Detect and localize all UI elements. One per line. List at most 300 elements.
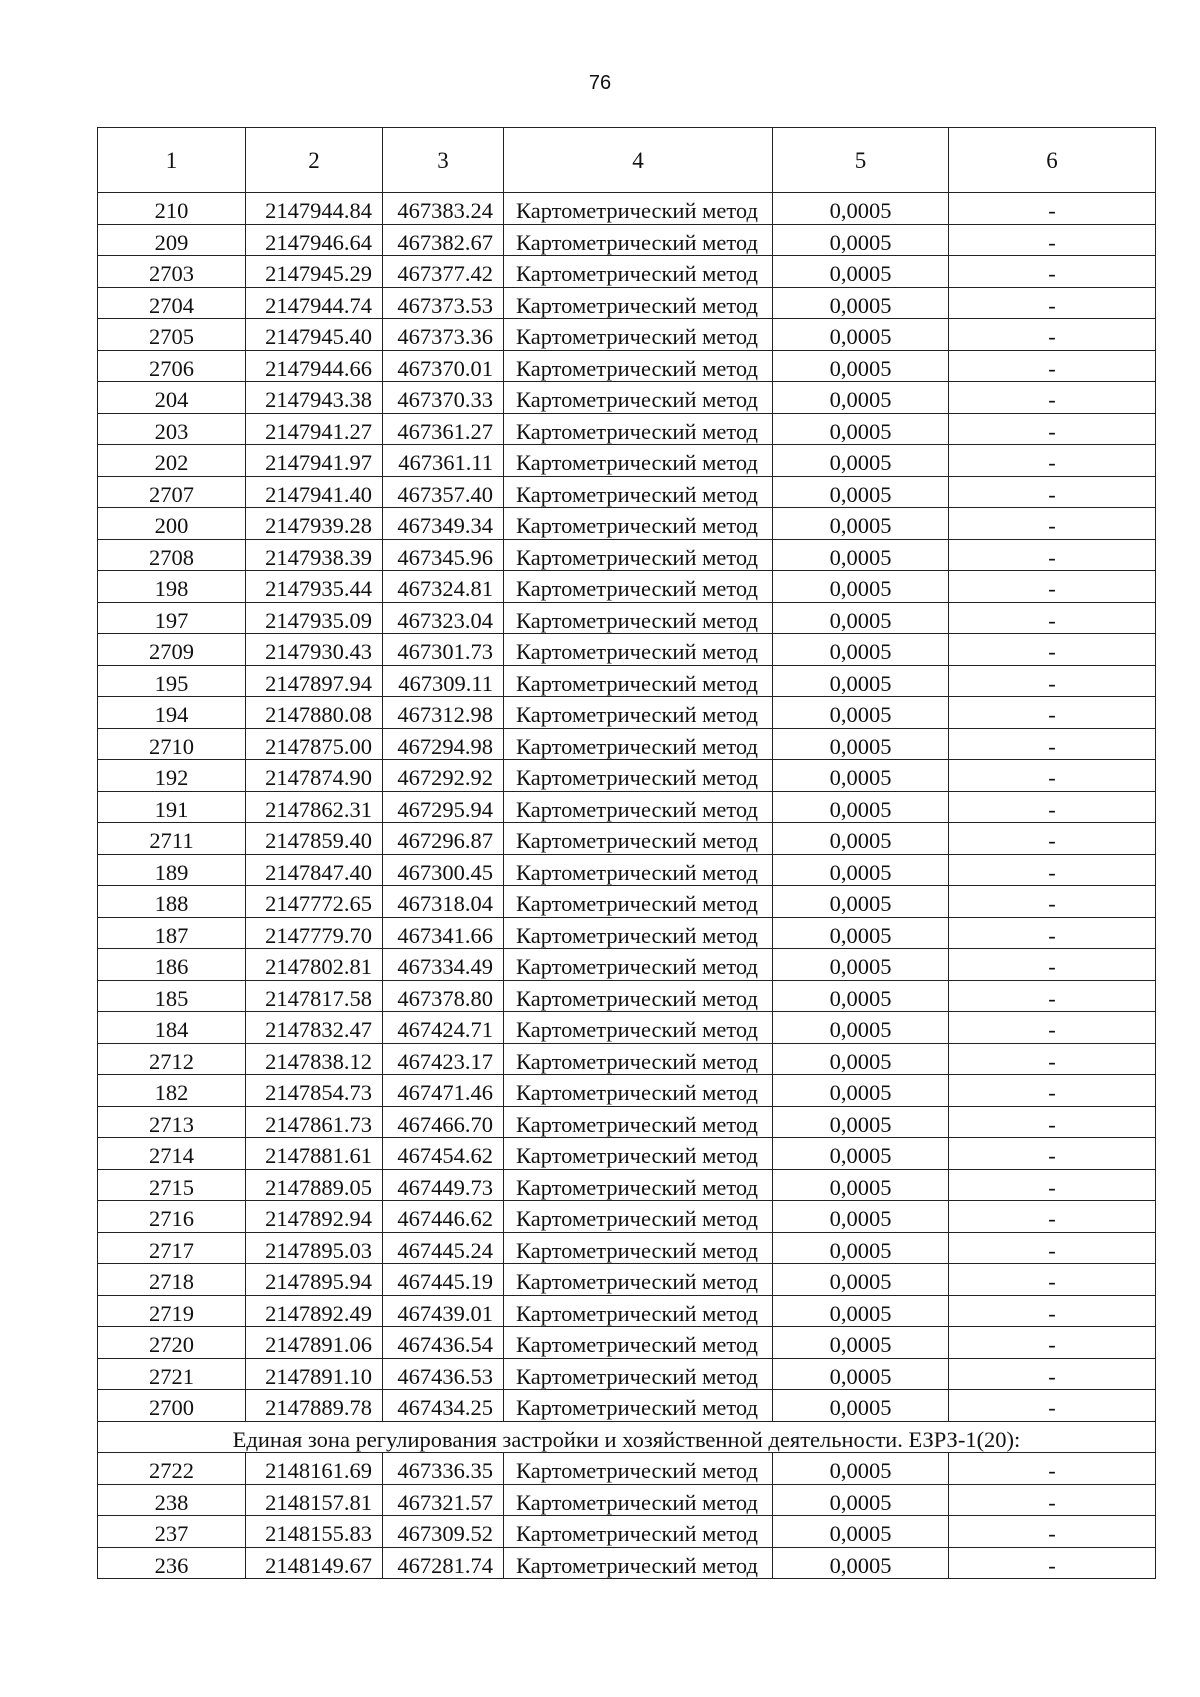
header-col-4: 4 bbox=[504, 128, 773, 193]
cell-col-5: 0,0005 bbox=[773, 256, 949, 288]
cell-col-5: 0,0005 bbox=[773, 1106, 949, 1138]
cell-col-5: 0,0005 bbox=[773, 350, 949, 382]
cell-col-3: 467434.25 bbox=[383, 1390, 504, 1422]
cell-col-2: 2147944.84 bbox=[246, 193, 383, 225]
cell-col-4: Картометрический метод bbox=[504, 791, 773, 823]
cell-col-6: - bbox=[949, 980, 1156, 1012]
cell-col-1: 187 bbox=[98, 917, 246, 949]
cell-col-1: 2712 bbox=[98, 1043, 246, 1075]
cell-col-2: 2147880.08 bbox=[246, 697, 383, 729]
cell-col-6: - bbox=[949, 1295, 1156, 1327]
cell-col-2: 2147943.38 bbox=[246, 382, 383, 414]
cell-col-6: - bbox=[949, 760, 1156, 792]
cell-col-4: Картометрический метод bbox=[504, 1043, 773, 1075]
cell-col-4: Картометрический метод bbox=[504, 1012, 773, 1044]
cell-col-6: - bbox=[949, 445, 1156, 477]
cell-col-1: 2707 bbox=[98, 476, 246, 508]
table-row bbox=[98, 1516, 1156, 1548]
cell-col-3: 467324.81 bbox=[383, 571, 504, 603]
header-col-5: 5 bbox=[773, 128, 949, 193]
cell-col-3: 467445.19 bbox=[383, 1264, 504, 1296]
cell-col-1: 204 bbox=[98, 382, 246, 414]
cell-col-6: - bbox=[949, 413, 1156, 445]
cell-col-1: 188 bbox=[98, 886, 246, 918]
header-col-1: 1 bbox=[98, 128, 246, 193]
cell-col-4: Картометрический метод bbox=[504, 1516, 773, 1548]
table-row bbox=[98, 287, 1156, 319]
cell-col-3: 467300.45 bbox=[383, 854, 504, 886]
table-row bbox=[98, 823, 1156, 855]
cell-col-2: 2147941.40 bbox=[246, 476, 383, 508]
header-col-3: 3 bbox=[383, 128, 504, 193]
cell-col-1: 2720 bbox=[98, 1327, 246, 1359]
cell-col-6: - bbox=[949, 1232, 1156, 1264]
cell-col-1: 2721 bbox=[98, 1358, 246, 1390]
cell-col-5: 0,0005 bbox=[773, 1295, 949, 1327]
cell-col-1: 2714 bbox=[98, 1138, 246, 1170]
cell-col-2: 2147892.49 bbox=[246, 1295, 383, 1327]
cell-col-1: 185 bbox=[98, 980, 246, 1012]
cell-col-5: 0,0005 bbox=[773, 1453, 949, 1485]
cell-col-6: - bbox=[949, 287, 1156, 319]
cell-col-1: 2713 bbox=[98, 1106, 246, 1138]
cell-col-2: 2147892.94 bbox=[246, 1201, 383, 1233]
cell-col-4: Картометрический метод bbox=[504, 1201, 773, 1233]
cell-col-3: 467281.74 bbox=[383, 1547, 504, 1579]
cell-col-4: Картометрический метод bbox=[504, 1264, 773, 1296]
cell-col-5: 0,0005 bbox=[773, 949, 949, 981]
cell-col-2: 2147944.66 bbox=[246, 350, 383, 382]
cell-col-3: 467377.42 bbox=[383, 256, 504, 288]
table-row bbox=[98, 1043, 1156, 1075]
table-row bbox=[98, 980, 1156, 1012]
cell-col-4: Картометрический метод bbox=[504, 634, 773, 666]
table-row bbox=[98, 350, 1156, 382]
table-row bbox=[98, 319, 1156, 351]
cell-col-3: 467436.53 bbox=[383, 1358, 504, 1390]
cell-col-4: Картометрический метод bbox=[504, 602, 773, 634]
table-row bbox=[98, 728, 1156, 760]
cell-col-6: - bbox=[949, 917, 1156, 949]
cell-col-1: 2722 bbox=[98, 1453, 246, 1485]
cell-col-4: Картометрический метод bbox=[504, 382, 773, 414]
cell-col-5: 0,0005 bbox=[773, 791, 949, 823]
cell-col-3: 467336.35 bbox=[383, 1453, 504, 1485]
header-col-2: 2 bbox=[246, 128, 383, 193]
cell-col-2: 2147772.65 bbox=[246, 886, 383, 918]
cell-col-5: 0,0005 bbox=[773, 1201, 949, 1233]
cell-col-1: 209 bbox=[98, 224, 246, 256]
cell-col-2: 2147847.40 bbox=[246, 854, 383, 886]
cell-col-4: Картометрический метод bbox=[504, 980, 773, 1012]
table-row bbox=[98, 1453, 1156, 1485]
cell-col-3: 467446.62 bbox=[383, 1201, 504, 1233]
cell-col-1: 198 bbox=[98, 571, 246, 603]
cell-col-3: 467454.62 bbox=[383, 1138, 504, 1170]
cell-col-4: Картометрический метод bbox=[504, 539, 773, 571]
table-row bbox=[98, 791, 1156, 823]
cell-col-3: 467466.70 bbox=[383, 1106, 504, 1138]
cell-col-6: - bbox=[949, 224, 1156, 256]
page-number: 76 bbox=[588, 72, 612, 94]
cell-col-2: 2147779.70 bbox=[246, 917, 383, 949]
cell-col-2: 2147891.06 bbox=[246, 1327, 383, 1359]
cell-col-1: 2715 bbox=[98, 1169, 246, 1201]
cell-col-2: 2147895.94 bbox=[246, 1264, 383, 1296]
cell-col-2: 2147817.58 bbox=[246, 980, 383, 1012]
cell-col-6: - bbox=[949, 602, 1156, 634]
cell-col-2: 2147859.40 bbox=[246, 823, 383, 855]
table-row bbox=[98, 1106, 1156, 1138]
table-row bbox=[98, 256, 1156, 288]
cell-col-3: 467321.57 bbox=[383, 1484, 504, 1516]
cell-col-5: 0,0005 bbox=[773, 917, 949, 949]
cell-col-3: 467312.98 bbox=[383, 697, 504, 729]
cell-col-6: - bbox=[949, 1106, 1156, 1138]
cell-col-5: 0,0005 bbox=[773, 539, 949, 571]
table-row bbox=[98, 224, 1156, 256]
cell-col-4: Картометрический метод bbox=[504, 1358, 773, 1390]
cell-col-4: Картометрический метод bbox=[504, 413, 773, 445]
cell-col-4: Картометрический метод bbox=[504, 350, 773, 382]
cell-col-1: 2703 bbox=[98, 256, 246, 288]
cell-col-6: - bbox=[949, 949, 1156, 981]
cell-col-5: 0,0005 bbox=[773, 1547, 949, 1579]
cell-col-6: - bbox=[949, 1138, 1156, 1170]
cell-col-6: - bbox=[949, 823, 1156, 855]
cell-col-3: 467318.04 bbox=[383, 886, 504, 918]
cell-col-1: 210 bbox=[98, 193, 246, 225]
cell-col-3: 467370.01 bbox=[383, 350, 504, 382]
cell-col-5: 0,0005 bbox=[773, 287, 949, 319]
cell-col-5: 0,0005 bbox=[773, 1169, 949, 1201]
cell-col-2: 2148161.69 bbox=[246, 1453, 383, 1485]
cell-col-5: 0,0005 bbox=[773, 319, 949, 351]
cell-col-4: Картометрический метод bbox=[504, 1484, 773, 1516]
cell-col-3: 467296.87 bbox=[383, 823, 504, 855]
cell-col-2: 2147930.43 bbox=[246, 634, 383, 666]
cell-col-1: 2705 bbox=[98, 319, 246, 351]
cell-col-4: Картометрический метод bbox=[504, 508, 773, 540]
cell-col-1: 182 bbox=[98, 1075, 246, 1107]
cell-col-3: 467373.36 bbox=[383, 319, 504, 351]
cell-col-5: 0,0005 bbox=[773, 602, 949, 634]
cell-col-6: - bbox=[949, 508, 1156, 540]
cell-col-3: 467309.52 bbox=[383, 1516, 504, 1548]
cell-col-1: 203 bbox=[98, 413, 246, 445]
cell-col-6: - bbox=[949, 665, 1156, 697]
table-row bbox=[98, 1075, 1156, 1107]
section-title: Единая зона регулирования застройки и хозяйственной деятельности. ЕЗРЗ-1(20): bbox=[98, 1421, 1156, 1453]
cell-col-5: 0,0005 bbox=[773, 760, 949, 792]
table-row bbox=[98, 760, 1156, 792]
cell-col-4: Картометрический метод bbox=[504, 728, 773, 760]
table-row bbox=[98, 949, 1156, 981]
cell-col-2: 2148155.83 bbox=[246, 1516, 383, 1548]
cell-col-3: 467439.01 bbox=[383, 1295, 504, 1327]
cell-col-5: 0,0005 bbox=[773, 413, 949, 445]
cell-col-4: Картометрический метод bbox=[504, 1295, 773, 1327]
cell-col-5: 0,0005 bbox=[773, 571, 949, 603]
table-body-zone-b bbox=[98, 1453, 1156, 1579]
cell-col-2: 2147838.12 bbox=[246, 1043, 383, 1075]
cell-col-6: - bbox=[949, 256, 1156, 288]
cell-col-5: 0,0005 bbox=[773, 1358, 949, 1390]
cell-col-3: 467309.11 bbox=[383, 665, 504, 697]
cell-col-2: 2148149.67 bbox=[246, 1547, 383, 1579]
cell-col-5: 0,0005 bbox=[773, 1043, 949, 1075]
table-row bbox=[98, 602, 1156, 634]
cell-col-6: - bbox=[949, 571, 1156, 603]
cell-col-2: 2147854.73 bbox=[246, 1075, 383, 1107]
cell-col-5: 0,0005 bbox=[773, 1138, 949, 1170]
table-row bbox=[98, 854, 1156, 886]
cell-col-6: - bbox=[949, 1264, 1156, 1296]
cell-col-2: 2147874.90 bbox=[246, 760, 383, 792]
cell-col-2: 2147945.29 bbox=[246, 256, 383, 288]
cell-col-6: - bbox=[949, 854, 1156, 886]
cell-col-3: 467349.34 bbox=[383, 508, 504, 540]
table-row bbox=[98, 634, 1156, 666]
cell-col-1: 195 bbox=[98, 665, 246, 697]
cell-col-6: - bbox=[949, 1327, 1156, 1359]
cell-col-3: 467449.73 bbox=[383, 1169, 504, 1201]
cell-col-4: Картометрический метод bbox=[504, 571, 773, 603]
cell-col-4: Картометрический метод bbox=[504, 445, 773, 477]
cell-col-3: 467357.40 bbox=[383, 476, 504, 508]
cell-col-1: 2704 bbox=[98, 287, 246, 319]
cell-col-6: - bbox=[949, 1453, 1156, 1485]
cell-col-4: Картометрический метод bbox=[504, 949, 773, 981]
header-row bbox=[98, 128, 1156, 193]
cell-col-2: 2147944.74 bbox=[246, 287, 383, 319]
cell-col-3: 467292.92 bbox=[383, 760, 504, 792]
table-row bbox=[98, 886, 1156, 918]
cell-col-6: - bbox=[949, 476, 1156, 508]
cell-col-4: Картометрический метод bbox=[504, 1169, 773, 1201]
cell-col-5: 0,0005 bbox=[773, 224, 949, 256]
cell-col-2: 2147875.00 bbox=[246, 728, 383, 760]
cell-col-2: 2147939.28 bbox=[246, 508, 383, 540]
cell-col-5: 0,0005 bbox=[773, 382, 949, 414]
cell-col-6: - bbox=[949, 1484, 1156, 1516]
cell-col-3: 467378.80 bbox=[383, 980, 504, 1012]
cell-col-5: 0,0005 bbox=[773, 1484, 949, 1516]
cell-col-4: Картометрический метод bbox=[504, 1453, 773, 1485]
table-row bbox=[98, 1012, 1156, 1044]
table-row bbox=[98, 1232, 1156, 1264]
cell-col-4: Картометрический метод bbox=[504, 760, 773, 792]
cell-col-1: 236 bbox=[98, 1547, 246, 1579]
cell-col-4: Картометрический метод bbox=[504, 1390, 773, 1422]
cell-col-1: 192 bbox=[98, 760, 246, 792]
cell-col-1: 2711 bbox=[98, 823, 246, 855]
header-col-6: 6 bbox=[949, 128, 1156, 193]
table-row bbox=[98, 1295, 1156, 1327]
cell-col-1: 202 bbox=[98, 445, 246, 477]
cell-col-6: - bbox=[949, 634, 1156, 666]
cell-col-2: 2147889.78 bbox=[246, 1390, 383, 1422]
cell-col-6: - bbox=[949, 350, 1156, 382]
cell-col-3: 467323.04 bbox=[383, 602, 504, 634]
cell-col-6: - bbox=[949, 1075, 1156, 1107]
cell-col-3: 467370.33 bbox=[383, 382, 504, 414]
cell-col-2: 2147946.64 bbox=[246, 224, 383, 256]
cell-col-5: 0,0005 bbox=[773, 193, 949, 225]
cell-col-2: 2147935.44 bbox=[246, 571, 383, 603]
cell-col-3: 467294.98 bbox=[383, 728, 504, 760]
table-row bbox=[98, 413, 1156, 445]
cell-col-4: Картометрический метод bbox=[504, 886, 773, 918]
cell-col-5: 0,0005 bbox=[773, 634, 949, 666]
table-row bbox=[98, 697, 1156, 729]
cell-col-6: - bbox=[949, 1201, 1156, 1233]
cell-col-6: - bbox=[949, 1169, 1156, 1201]
cell-col-1: 191 bbox=[98, 791, 246, 823]
cell-col-2: 2147941.97 bbox=[246, 445, 383, 477]
cell-col-2: 2147889.05 bbox=[246, 1169, 383, 1201]
cell-col-3: 467295.94 bbox=[383, 791, 504, 823]
table-row bbox=[98, 1390, 1156, 1422]
cell-col-6: - bbox=[949, 791, 1156, 823]
cell-col-3: 467345.96 bbox=[383, 539, 504, 571]
cell-col-6: - bbox=[949, 1390, 1156, 1422]
cell-col-1: 237 bbox=[98, 1516, 246, 1548]
cell-col-4: Картометрический метод bbox=[504, 224, 773, 256]
cell-col-4: Картометрический метод bbox=[504, 1547, 773, 1579]
cell-col-5: 0,0005 bbox=[773, 980, 949, 1012]
cell-col-3: 467424.71 bbox=[383, 1012, 504, 1044]
cell-col-5: 0,0005 bbox=[773, 665, 949, 697]
table-row bbox=[98, 382, 1156, 414]
cell-col-2: 2147897.94 bbox=[246, 665, 383, 697]
cell-col-5: 0,0005 bbox=[773, 1232, 949, 1264]
cell-col-2: 2147938.39 bbox=[246, 539, 383, 571]
cell-col-4: Картометрический метод bbox=[504, 319, 773, 351]
cell-col-1: 186 bbox=[98, 949, 246, 981]
cell-col-6: - bbox=[949, 1012, 1156, 1044]
cell-col-1: 2709 bbox=[98, 634, 246, 666]
cell-col-1: 197 bbox=[98, 602, 246, 634]
cell-col-5: 0,0005 bbox=[773, 476, 949, 508]
cell-col-1: 194 bbox=[98, 697, 246, 729]
cell-col-6: - bbox=[949, 1516, 1156, 1548]
cell-col-2: 2147861.73 bbox=[246, 1106, 383, 1138]
cell-col-4: Картометрический метод bbox=[504, 697, 773, 729]
cell-col-1: 184 bbox=[98, 1012, 246, 1044]
cell-col-4: Картометрический метод bbox=[504, 665, 773, 697]
cell-col-1: 189 bbox=[98, 854, 246, 886]
table-header bbox=[98, 128, 1156, 193]
cell-col-2: 2147891.10 bbox=[246, 1358, 383, 1390]
cell-col-1: 2710 bbox=[98, 728, 246, 760]
cell-col-3: 467383.24 bbox=[383, 193, 504, 225]
cell-col-4: Картометрический метод bbox=[504, 256, 773, 288]
cell-col-5: 0,0005 bbox=[773, 1516, 949, 1548]
section-row bbox=[98, 1421, 1156, 1453]
cell-col-5: 0,0005 bbox=[773, 1012, 949, 1044]
cell-col-3: 467445.24 bbox=[383, 1232, 504, 1264]
table-row bbox=[98, 1264, 1156, 1296]
table-row bbox=[98, 917, 1156, 949]
table-row bbox=[98, 1358, 1156, 1390]
cell-col-2: 2147881.61 bbox=[246, 1138, 383, 1170]
table-row bbox=[98, 193, 1156, 225]
cell-col-4: Картометрический метод bbox=[504, 1106, 773, 1138]
cell-col-6: - bbox=[949, 697, 1156, 729]
cell-col-2: 2147832.47 bbox=[246, 1012, 383, 1044]
cell-col-2: 2147945.40 bbox=[246, 319, 383, 351]
cell-col-3: 467334.49 bbox=[383, 949, 504, 981]
cell-col-4: Картометрический метод bbox=[504, 823, 773, 855]
cell-col-2: 2147802.81 bbox=[246, 949, 383, 981]
table-row bbox=[98, 571, 1156, 603]
cell-col-1: 2706 bbox=[98, 350, 246, 382]
cell-col-4: Картометрический метод bbox=[504, 1138, 773, 1170]
table-row bbox=[98, 539, 1156, 571]
cell-col-6: - bbox=[949, 728, 1156, 760]
cell-col-3: 467341.66 bbox=[383, 917, 504, 949]
table-row bbox=[98, 445, 1156, 477]
cell-col-4: Картометрический метод bbox=[504, 1327, 773, 1359]
cell-col-3: 467423.17 bbox=[383, 1043, 504, 1075]
cell-col-5: 0,0005 bbox=[773, 823, 949, 855]
cell-col-2: 2147935.09 bbox=[246, 602, 383, 634]
table-row bbox=[98, 508, 1156, 540]
cell-col-6: - bbox=[949, 1358, 1156, 1390]
cell-col-6: - bbox=[949, 1547, 1156, 1579]
cell-col-6: - bbox=[949, 1043, 1156, 1075]
cell-col-5: 0,0005 bbox=[773, 445, 949, 477]
table-row bbox=[98, 1327, 1156, 1359]
table-row bbox=[98, 1547, 1156, 1579]
cell-col-6: - bbox=[949, 193, 1156, 225]
cell-col-4: Картометрический метод bbox=[504, 476, 773, 508]
cell-col-5: 0,0005 bbox=[773, 697, 949, 729]
cell-col-5: 0,0005 bbox=[773, 1327, 949, 1359]
cell-col-6: - bbox=[949, 539, 1156, 571]
cell-col-2: 2148157.81 bbox=[246, 1484, 383, 1516]
cell-col-3: 467373.53 bbox=[383, 287, 504, 319]
cell-col-2: 2147895.03 bbox=[246, 1232, 383, 1264]
cell-col-5: 0,0005 bbox=[773, 886, 949, 918]
cell-col-6: - bbox=[949, 319, 1156, 351]
cell-col-3: 467382.67 bbox=[383, 224, 504, 256]
cell-col-1: 2700 bbox=[98, 1390, 246, 1422]
table-row bbox=[98, 1201, 1156, 1233]
cell-col-3: 467361.27 bbox=[383, 413, 504, 445]
cell-col-5: 0,0005 bbox=[773, 1264, 949, 1296]
cell-col-5: 0,0005 bbox=[773, 728, 949, 760]
cell-col-3: 467301.73 bbox=[383, 634, 504, 666]
cell-col-2: 2147862.31 bbox=[246, 791, 383, 823]
cell-col-4: Картометрический метод bbox=[504, 854, 773, 886]
table-row bbox=[98, 1169, 1156, 1201]
table-row bbox=[98, 476, 1156, 508]
coordinates-table bbox=[97, 127, 1156, 1579]
cell-col-5: 0,0005 bbox=[773, 1390, 949, 1422]
cell-col-6: - bbox=[949, 886, 1156, 918]
cell-col-1: 2719 bbox=[98, 1295, 246, 1327]
table-row bbox=[98, 1484, 1156, 1516]
cell-col-5: 0,0005 bbox=[773, 508, 949, 540]
table-row bbox=[98, 1138, 1156, 1170]
table-body-zone-a bbox=[98, 193, 1156, 1422]
cell-col-5: 0,0005 bbox=[773, 1075, 949, 1107]
cell-col-1: 2708 bbox=[98, 539, 246, 571]
cell-col-3: 467471.46 bbox=[383, 1075, 504, 1107]
cell-col-1: 2718 bbox=[98, 1264, 246, 1296]
